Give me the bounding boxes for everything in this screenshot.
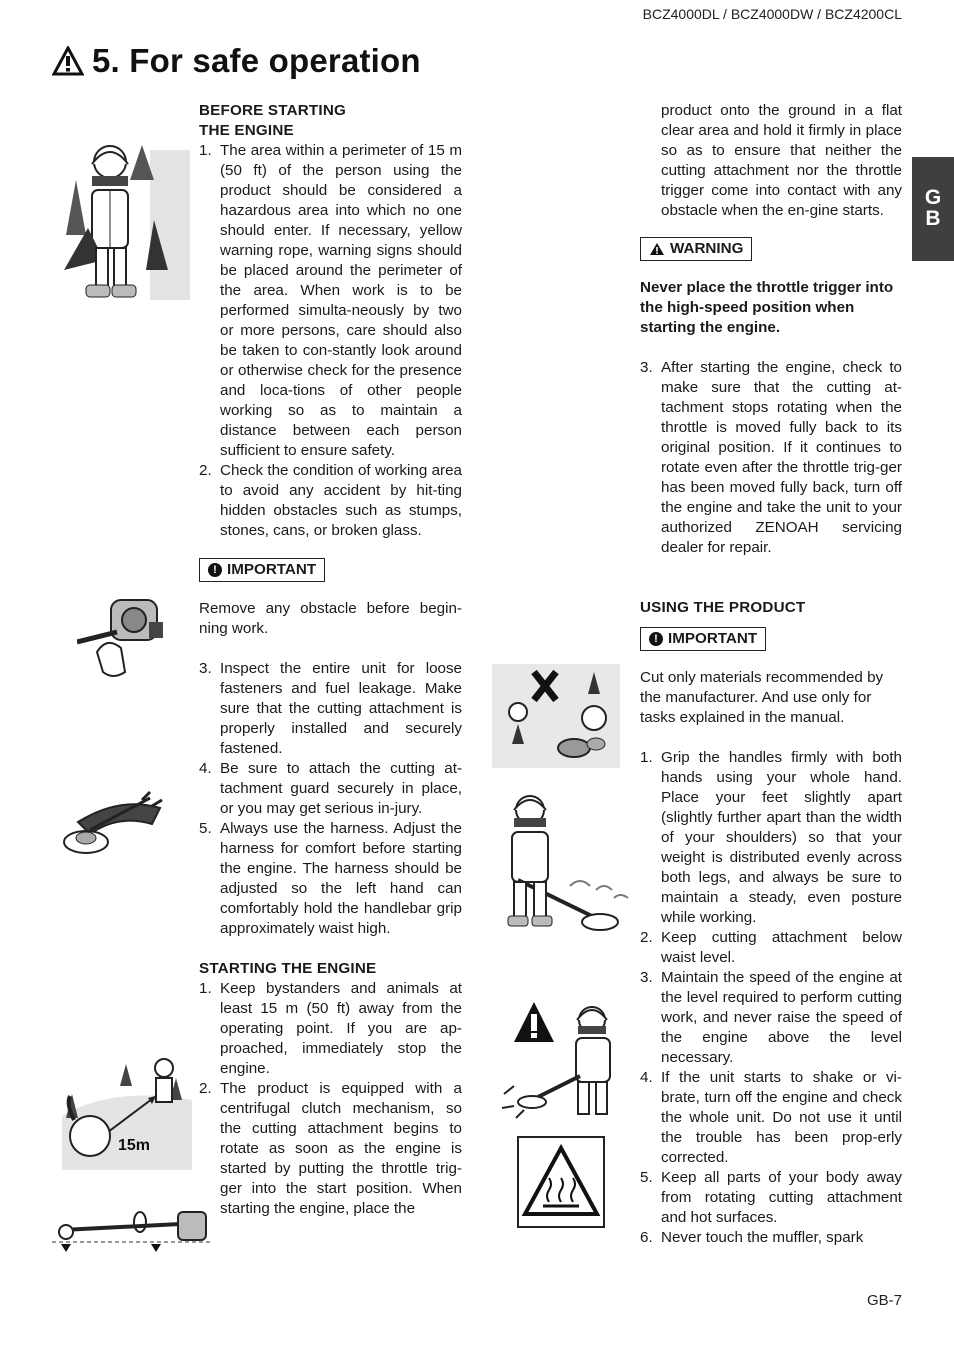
list-item: 2. Check the condition of working area to avoid any accident by hit-ting hidden obstacles such as stumps, stones, cans, or broken glass. bbox=[199, 462, 462, 539]
trimmer-on-ground-illustration bbox=[52, 1208, 212, 1256]
list-item: 6. Never touch the muffler, spark bbox=[640, 1229, 864, 1246]
distance-label: 15m bbox=[118, 1137, 151, 1154]
cutting-guard-illustration bbox=[60, 790, 165, 862]
important-label: IMPORTANT bbox=[227, 561, 317, 578]
list-item: 1. The area within a perimeter of 15 m (50 ft) of the person using the product should be considered a hazardous area into which no one should enter. If necessary, yellow warning rope, warning signs should be placed around the perimeter of the area. When work is to be performed simulta-neously by two or more persons, care should also be taken to con-stantly look around or otherwise check for the presence and loca-tions of other people working so as to maintain a distance between each person sufficient to ensure safety. bbox=[199, 142, 462, 459]
list-item: 4. Be sure to attach the cutting at-tachment guard securely in place, or you may get serious in-jury. bbox=[199, 760, 462, 817]
list-item: 1. Grip the handles firmly with both hands using your whole hand. Place your feet slightly apart (slightly further apart than the width of your shoulders) so that your weight is distributed evenly across both legs, and always be sure to maintain a steady, even posture while working. bbox=[640, 749, 902, 926]
before-starting-heading-2: THE ENGINE bbox=[199, 122, 294, 139]
list-item: 3. After starting the engine, check to make sure that the cutting at-tachment stops rotating when the throttle is moved fully back to its original position. If it continues to rotate even after the throttle trig-ger has been moved fully back, turn off the engine and take the unit to your authorized ZENOAH servicing dealer for repair. bbox=[640, 359, 902, 556]
starting-engine-list-continued bbox=[640, 358, 902, 558]
warning-triangle-icon bbox=[52, 46, 84, 76]
engine-inspection-illustration bbox=[77, 592, 177, 682]
warning-text: Never place the throttle trigger into the high-speed position when starting the engine. bbox=[640, 279, 894, 336]
important-label: IMPORTANT bbox=[668, 630, 758, 647]
important-text: Remove any obstacle before begin-ning work. bbox=[199, 600, 462, 637]
list-item: 2. The product is equipped with a centrifugal clutch mechanism, so the cutting attachment begins to rotate as soon as the engine is started by putting the throttle trig-ger into the start position. When starting the engine, place the bbox=[199, 1080, 462, 1217]
language-tab-line1: G bbox=[924, 186, 942, 209]
worker-with-cones-illustration bbox=[62, 140, 192, 302]
list-item: 3. Maintain the speed of the engine at the level required to perform cutting work, and never raise the speed of the engine above the level necessary. bbox=[640, 969, 902, 1066]
prohibited-cutting-illustration bbox=[492, 664, 620, 768]
starting-engine-heading: STARTING THE ENGINE bbox=[199, 960, 377, 977]
language-tab-line2: B bbox=[925, 207, 941, 230]
engine-speed-warning-illustration bbox=[496, 998, 640, 1120]
using-product-list bbox=[640, 748, 902, 1248]
right-column bbox=[640, 101, 902, 1248]
left-column bbox=[199, 101, 462, 1219]
page-title-text: 5. For safe operation bbox=[92, 42, 421, 79]
list-item: 5. Keep all parts of your body away from rotating cutting attachment and hot surfaces. bbox=[640, 1169, 902, 1226]
page-number: GB-7 bbox=[866, 1292, 902, 1309]
list-item: 5. Always use the harness. Adjust the harness for comfort before starting the engine. The harness should be adjusted so the left hand can comfortably hold the handlebar grip approximately waist high. bbox=[199, 820, 462, 937]
model-numbers: BCZ4000DL / BCZ4000DW / BCZ4200CL bbox=[642, 6, 902, 22]
list-item: 1. Keep bystanders and animals at least 15 m (50 ft) away from the operating point. If you are ap-proached, immediately stop the engine. bbox=[199, 980, 462, 1077]
list-item: 2. Keep cutting attachment below waist level. bbox=[640, 929, 902, 966]
hot-surface-label-illustration bbox=[517, 1136, 605, 1228]
important-box bbox=[640, 627, 766, 651]
page-title bbox=[52, 42, 421, 80]
exclamation-circle-icon: ! bbox=[649, 632, 663, 646]
before-starting-heading-1: BEFORE STARTING bbox=[199, 102, 346, 119]
warning-triangle-icon bbox=[649, 242, 665, 256]
important-box bbox=[199, 558, 325, 582]
starting-engine-list bbox=[199, 979, 462, 1219]
warning-box bbox=[640, 237, 752, 261]
inspection-list bbox=[199, 659, 462, 939]
important-text: Cut only materials recommended by the manufacturer. And use only for tasks explained in the manual. bbox=[640, 669, 884, 726]
continued-text: product onto the ground in a flat clear area and hold it firmly in place so as to ensure that neither the cutting attachment nor the throttle trigger come into contact with any obstacle when the en-gine starts. bbox=[661, 102, 902, 219]
operator-posture-illustration bbox=[496, 790, 640, 936]
language-tab bbox=[912, 157, 954, 261]
before-starting-list bbox=[199, 141, 462, 541]
warning-label: WARNING bbox=[670, 240, 744, 257]
list-item: 3. Inspect the entire unit for loose fasteners and fuel leakage. Make sure that the cutting attachment is properly installed and securely fastened. bbox=[199, 660, 462, 757]
bystander-distance-illustration bbox=[52, 1056, 192, 1170]
exclamation-circle-icon: ! bbox=[208, 563, 222, 577]
using-product-heading: USING THE PRODUCT bbox=[640, 599, 806, 616]
list-item: 4. If the unit starts to shake or vi-brate, turn off the engine and check the whole unit. Do not use it until the trouble has been prop-erly corrected. bbox=[640, 1069, 902, 1166]
